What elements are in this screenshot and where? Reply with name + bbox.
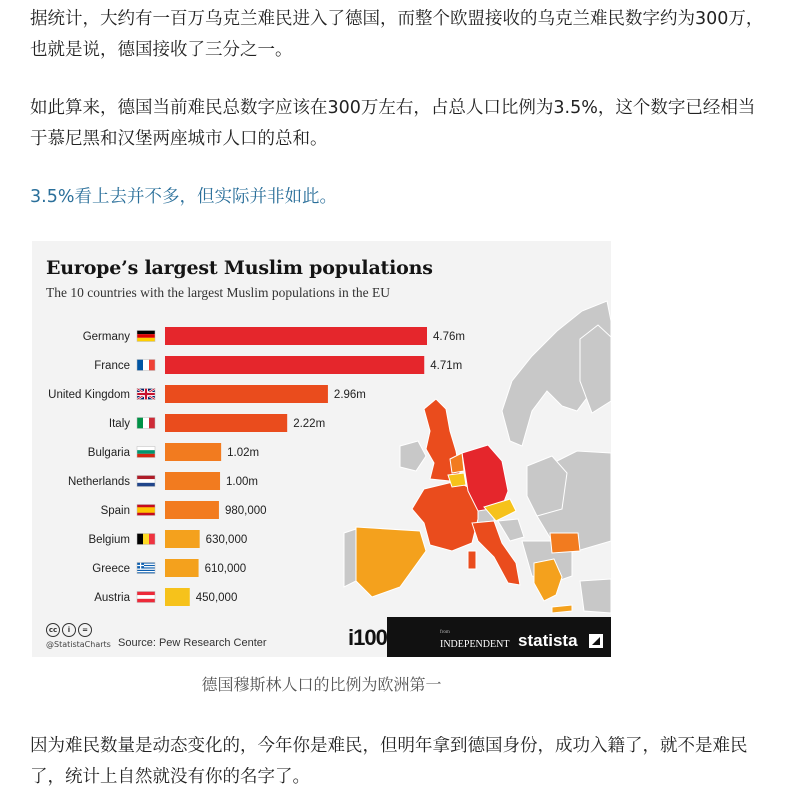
value-label-france: 4.71m [430,360,463,372]
uk-flag-icon [137,389,155,400]
category-label-austria: Austria [94,592,130,604]
creative-commons-icons [46,623,94,637]
bar-bulgaria [165,443,221,461]
bar-belgium [165,530,200,548]
paragraph-highlight: 3.5%看上去并不多，但实际并非如此。 [30,187,337,207]
germany-flag-icon [137,331,155,342]
nd-icon: = [78,623,92,637]
map-bulgaria [550,533,580,553]
spain-flag-icon [137,505,155,516]
value-label-bulgaria: 1.02m [227,447,260,459]
belgium-flag-icon [137,534,155,545]
chart-subtitle: The 10 countries with the largest Muslim populations in the EU [46,285,390,300]
value-label-spain: 980,000 [224,505,267,517]
austria-flag-icon [137,592,155,603]
category-label-united-kingdom: United Kingdom [48,389,130,401]
figure-caption: 德国穆斯林人口的比例为欧洲第一 [201,675,442,694]
map-croatia [498,519,524,541]
value-label-greece: 610,000 [204,563,247,575]
italy-flag-icon [137,418,155,429]
category-label-bulgaria: Bulgaria [87,447,130,459]
category-label-germany: Germany [82,331,130,343]
bar-france [165,356,424,374]
bar-united-kingdom [165,385,328,403]
chart-figure [32,241,611,657]
statista-mark-icon [589,634,603,648]
value-label-austria: 450,000 [195,592,238,604]
map-ireland [400,441,426,471]
france-flag-icon [137,360,155,371]
bar-austria [165,588,190,606]
paragraph-dynamics: 因为难民数量是动态变化的，今年你是难民，但明年拿到德国身份，成功入籍了，就不是难民了，统计上自然就没有你的名字了。 [30,736,748,787]
value-label-belgium: 630,000 [205,534,248,546]
paragraph-statistics: 据统计，大约有一百万乌克兰难民进入了德国，而整个欧盟接收的乌克兰难民数字约为300万，也就是说，德国接收了三分之一。 [30,9,764,60]
category-label-italy: Italy [108,418,130,430]
chart-title: Europe’s largest Muslim populations [46,257,433,279]
map-portugal [344,529,356,587]
category-label-spain: Spain [100,505,130,517]
cc-icon: cc [46,623,60,637]
value-label-united-kingdom: 2.96m [333,389,366,401]
bar-spain [165,501,219,519]
bulgaria-flag-icon [137,447,155,458]
i100-logo: i100 [348,625,387,650]
by-icon: i [62,623,76,637]
bar-germany [165,327,427,345]
map-and-bars [32,241,611,657]
netherlands-flag-icon [137,476,155,487]
category-label-netherlands: Netherlands [67,476,130,488]
value-label-italy: 2.22m [293,418,326,430]
from-label: from [440,630,450,635]
greece-flag-icon [137,563,155,574]
map-sardinia [468,551,476,569]
bar-italy [165,414,287,432]
category-label-france: France [94,360,130,372]
value-label-netherlands: 1.00m [226,476,259,488]
paragraph-calculation: 如此算来，德国当前难民总数字应该在300万左右，占总人口比例为3.5%，这个数字已经相当于慕尼黑和汉堡两座城市人口的总和。 [30,98,756,149]
category-label-greece: Greece [92,563,130,575]
statista-logo: statista [518,631,578,650]
europe-map [344,301,611,613]
bar-greece [165,559,199,577]
map-turkey [580,579,611,613]
map-spain [356,527,426,597]
map-crete [552,605,572,613]
chart-source: Source: Pew Research Center [118,637,267,649]
bar-netherlands [165,472,220,490]
category-label-belgium: Belgium [88,534,130,546]
statista-handle: @StatistaCharts [46,640,111,649]
value-label-germany: 4.76m [433,331,465,343]
independent-logo: from INDEPENDENT [440,630,510,650]
